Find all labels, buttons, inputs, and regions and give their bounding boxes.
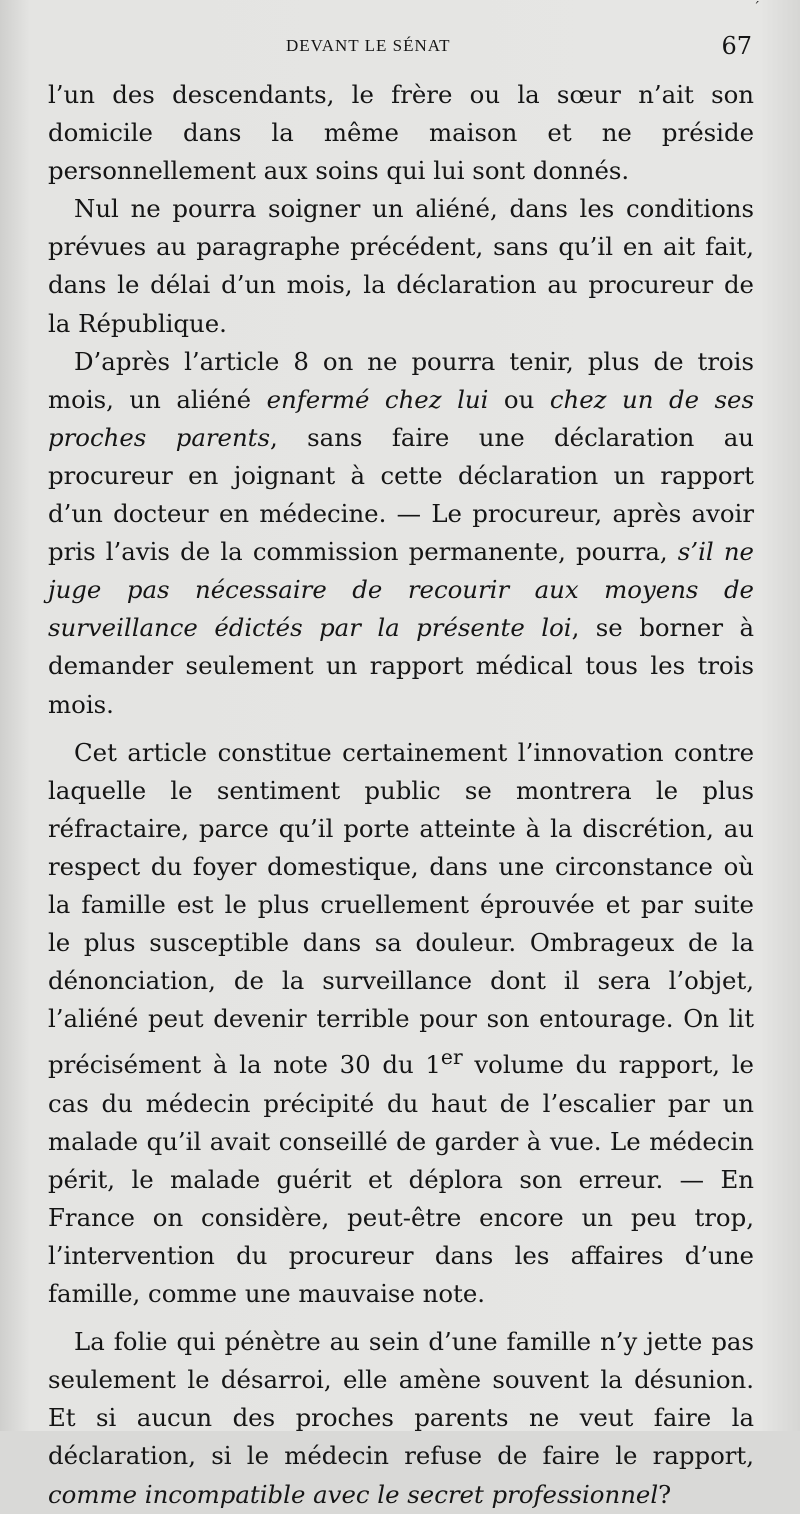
- paragraph-article-8: [48, 343, 754, 724]
- superscript: er: [440, 1045, 463, 1070]
- italic-phrase: s’il ne juge pas nécessaire de recourir aux moyens de surveillance édictés par la présente loi: [48, 537, 754, 643]
- running-head: DEVANT LE SÉNAT: [286, 36, 451, 55]
- text-segment: La folie qui pénètre au sein d’une famille n’y jette pas seulement le désarroi, elle amène souvent la désunion. Et si aucun des proches parents ne veut faire la déclaration, si le médecin refuse de faire le rapport,: [48, 1327, 754, 1471]
- text-segment: ?: [658, 1479, 672, 1509]
- text-segment: volume du rapport, le cas du médecin précipité du haut de l’escalier par un malade qu’il avait conseillé de garder à vue. Le médecin périt, le malade guérit et déplora son erreur. — En France on considère, peut-être encore un peu trop, l’intervention du procureur dans les affaires d’une famille, comme une mauvaise note.: [48, 1050, 754, 1309]
- paragraph-continuation: l’un des descendants, le frère ou la sœur n’ait son domicile dans la même maison et ne préside personnellement aux soins qui lui sont donnés.: [48, 80, 754, 186]
- text-segment: D’après l’article 8 on ne pourra tenir, plus de trois mois, un aliéné: [48, 346, 754, 414]
- italic-phrase: chez un de ses proches parents: [48, 384, 754, 452]
- ink-speck: ˊ: [753, 0, 760, 16]
- paragraph-declaration-rule: Nul ne pourra soigner un aliéné, dans les conditions prévues au paragraphe précédent, sans qu’il en ait fait, dans le délai d’un mois, la déclaration au procureur de la République.: [48, 194, 754, 338]
- text-segment: , se borner à demander seulement un rapport médical tous les trois mois.: [48, 613, 755, 719]
- paragraph-innovation: [48, 734, 754, 1314]
- italic-phrase: comme incompatible avec le secret professionnel: [48, 1479, 659, 1509]
- text-segment: ou: [488, 384, 550, 414]
- italic-phrase: enfermé chez lui: [266, 384, 489, 414]
- page-number: 67: [721, 32, 752, 60]
- text-segment: Cet article constitue certainement l’innovation contre laquelle le sentiment public se montrera le plus réfractaire, parce qu’il porte atteinte à la discrétion, au respect du foyer domestique, dans une circonstance où la famille est le plus cruellement éprouvée et par suite le plus susceptible dans sa douleur. Ombrageux de la dénonciation, de la surveillance dont il sera l’objet, l’aliéné peut devenir terrible pour son entourage. On lit précisément à la note 30 du 1: [48, 737, 754, 1080]
- body-text: [48, 76, 754, 1514]
- page-header: [48, 32, 752, 66]
- paragraph-folie: [48, 1323, 754, 1513]
- text-segment: , sans faire une déclaration au procureur en joignant à cette déclaration un rapport d’un docteur en médecine. — Le procureur, après avoir pris l’avis de la commission permanente, pourra,: [48, 422, 754, 567]
